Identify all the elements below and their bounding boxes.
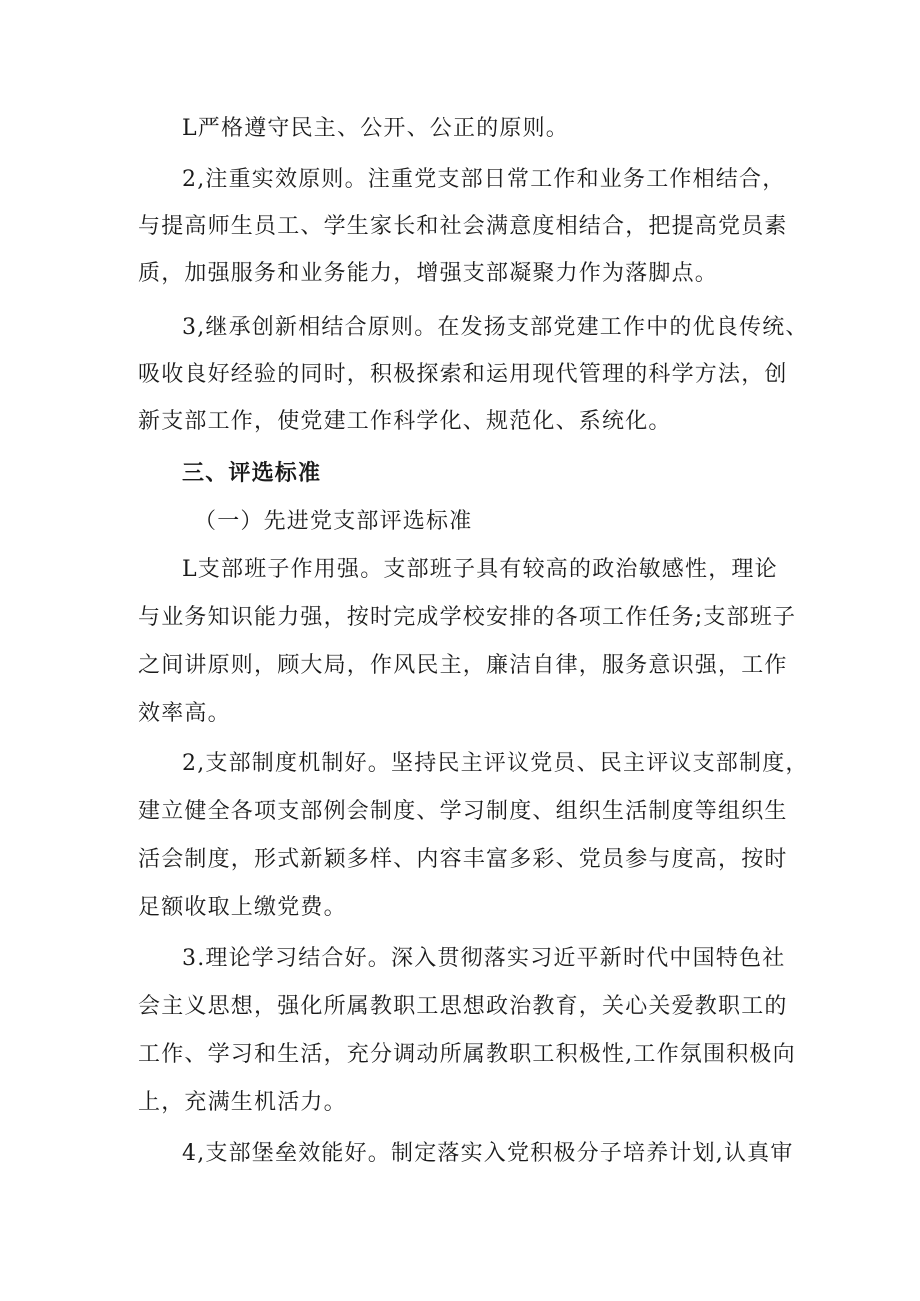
paragraph-line: 效率高。 <box>138 701 231 726</box>
section-heading: 三、评选标准 <box>182 461 322 486</box>
paragraph-line: 建立健全各项支部例会制度、学习制度、组织生活制度等组织生 <box>138 799 788 824</box>
paragraph-line: 与业务知识能力强，按时完成学校安排的各项工作任务;支部班子 <box>138 605 797 630</box>
paragraph-line: 会主义思想，强化所属教职工思想政治教育，关心关爱教职工的 <box>138 994 788 1019</box>
subsection-heading: （一）先进党支部评选标准 <box>194 509 473 534</box>
paragraph-line: 4,支部堡垒效能好。制定落实入党积极分子培养计划,认真审 <box>182 1141 794 1166</box>
paragraph-line: L严格遵守民主、公开、公正的原则。 <box>182 116 570 141</box>
paragraph-line: 质，加强服务和业务能力，增强支部凝聚力作为落脚点。 <box>138 261 719 286</box>
paragraph-line: 工作、学习和生活，充分调动所属教职工积极性,工作氛围积极向 <box>138 1042 796 1067</box>
paragraph-line: 3.理论学习结合好。深入贯彻落实习近平新时代中国特色社 <box>182 946 786 971</box>
paragraph-line: 与提高师生员工、学生家长和社会满意度相结合，把提高党员素 <box>138 214 788 239</box>
paragraph-line: 2,注重实效原则。注重党支部日常工作和业务工作相结合， <box>182 167 786 192</box>
paragraph-line: 活会制度，形式新颖多样、内容丰富多彩、党员参与度高，按时 <box>138 847 788 872</box>
paragraph-line: 吸收良好经验的同时，积极探索和运用现代管理的科学方法，创 <box>138 362 788 387</box>
paragraph-line: 3,继承创新相结合原则。在发扬支部党建工作中的优良传统、 <box>182 315 809 340</box>
paragraph-line: 之间讲原则，顾大局，作风民主，廉洁自律，服务意识强，工作 <box>138 653 788 678</box>
paragraph-line: 新支部工作，使党建工作科学化、规范化、系统化。 <box>138 409 672 434</box>
paragraph-line: L支部班子作用强。支部班子具有较高的政治敏感性，理论 <box>182 557 778 582</box>
paragraph-line: 足额收取上缴党费。 <box>138 895 347 920</box>
paragraph-line: 上，充满生机活力。 <box>138 1090 347 1115</box>
paragraph-line: 2,支部制度机制好。坚持民主评议党员、民主评议支部制度， <box>182 751 809 776</box>
